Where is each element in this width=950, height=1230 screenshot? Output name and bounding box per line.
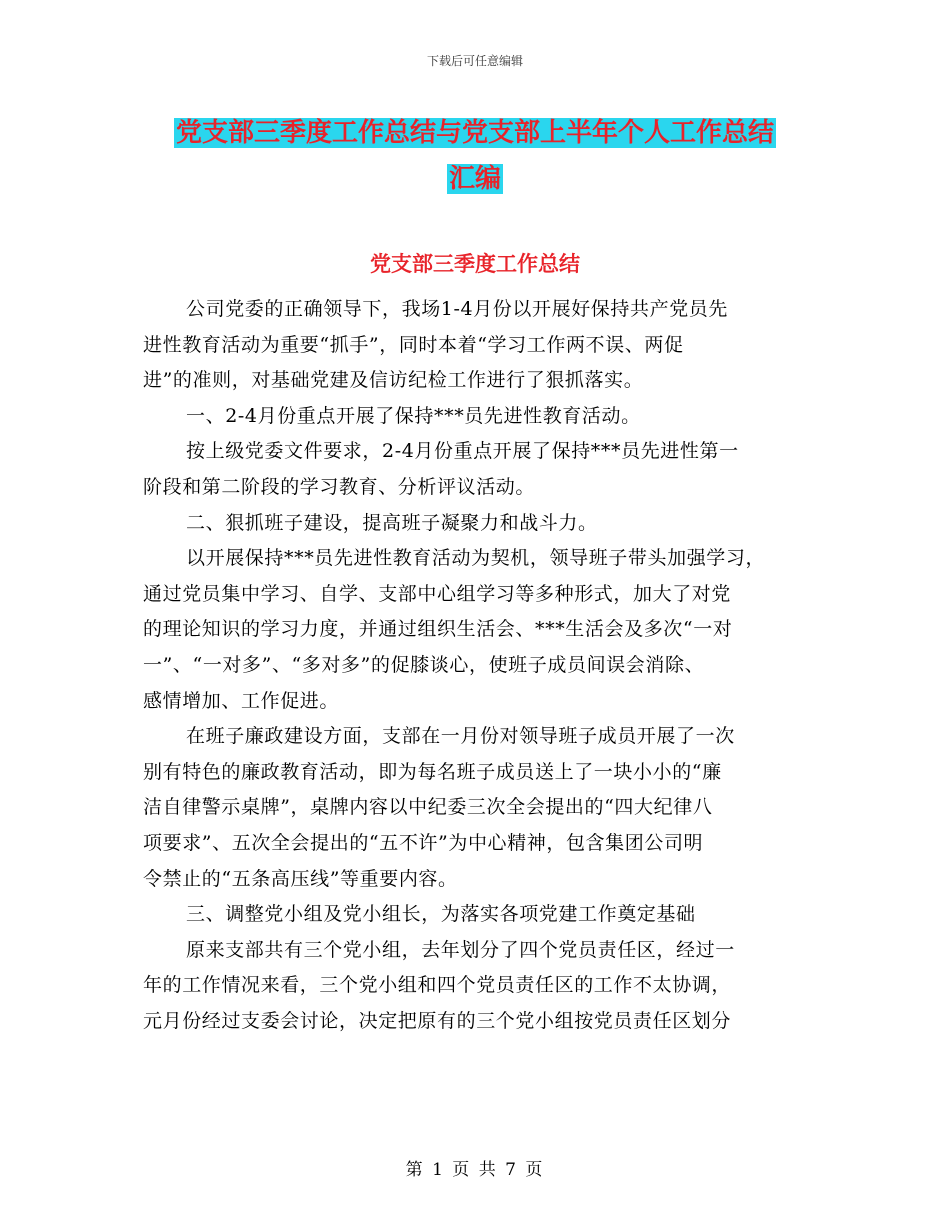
document-title	[0, 110, 950, 202]
paragraph-line: 项要求”、五次全会提出的“五不许”为中心精神，包含集团公司明	[143, 831, 704, 854]
paragraph-line: 的理论知识的学习力度，并通过组织生活会、***生活会及多次“一对	[143, 618, 733, 641]
document-title-line-1: 党支部三季度工作总结与党支部上半年个人工作总结	[175, 118, 774, 148]
page-header-note: 下载后可任意编辑	[426, 54, 523, 68]
paragraph-line: 感情增加、工作促进。	[143, 689, 340, 712]
paragraph-line: 别有特色的廉政教育活动，即为每名班子成员送上了一块小小的“廉	[143, 760, 722, 783]
page-number-footer: 第 1 页 共 7 页	[405, 1160, 545, 1180]
paragraph-line: 元月份经过支委会讨论，决定把原有的三个党小组按党员责任区划分	[143, 1009, 732, 1032]
section-title: 党支部三季度工作总结	[370, 251, 580, 276]
paragraph-line: 原来支部共有三个党小组，去年划分了四个党员责任区，经过一	[186, 938, 735, 961]
document-title-line-2: 汇编	[448, 164, 501, 194]
paragraph-line: 阶段和第二阶段的学习教育、分析评议活动。	[143, 475, 536, 498]
paragraph-line: 以开展保持***员先进性教育活动为契机，领导班子带头加强学习，	[186, 547, 766, 570]
paragraph-line: 在班子廉政建设方面，支部在一月份对领导班子成员开展了一次	[186, 725, 735, 748]
paragraph-line: 年的工作情况来看，三个党小组和四个党员责任区的工作不太协调，	[143, 974, 732, 997]
paragraph-line: 公司党委的正确领导下，我场1-4月份以开展好保持共产党员先	[186, 298, 728, 320]
paragraph-line: 令禁止的“五条高压线”等重要内容。	[143, 867, 458, 890]
paragraph-line: 通过党员集中学习、自学、支部中心组学习等多种形式，加大了对党	[143, 582, 732, 605]
paragraph-line: 一、2-4月份重点开展了保持***员先进性教育活动。	[186, 404, 641, 427]
paragraph-line: 一”、“一对多”、“多对多”的促膝谈心，使班子成员间误会消除、	[143, 653, 705, 676]
paragraph-line: 二、狠抓班子建设，提高班子凝聚力和战斗力。	[186, 511, 598, 534]
paragraph-line: 进性教育活动为重要“抓手”，同时本着“学习工作两不误、两促	[143, 333, 684, 356]
paragraph-line: 进”的准则，对基础党建及信访纪检工作进行了狠抓落实。	[143, 369, 644, 392]
paragraph-line: 三、调整党小组及党小组长，为落实各项党建工作奠定基础	[186, 903, 696, 926]
paragraph-line: 按上级党委文件要求，2-4月份重点开展了保持***员先进性第一	[186, 440, 739, 463]
paragraph-line: 洁自律警示桌牌”，桌牌内容以中纪委三次全会提出的“四大纪律八	[143, 796, 713, 819]
body-text	[143, 292, 818, 1039]
